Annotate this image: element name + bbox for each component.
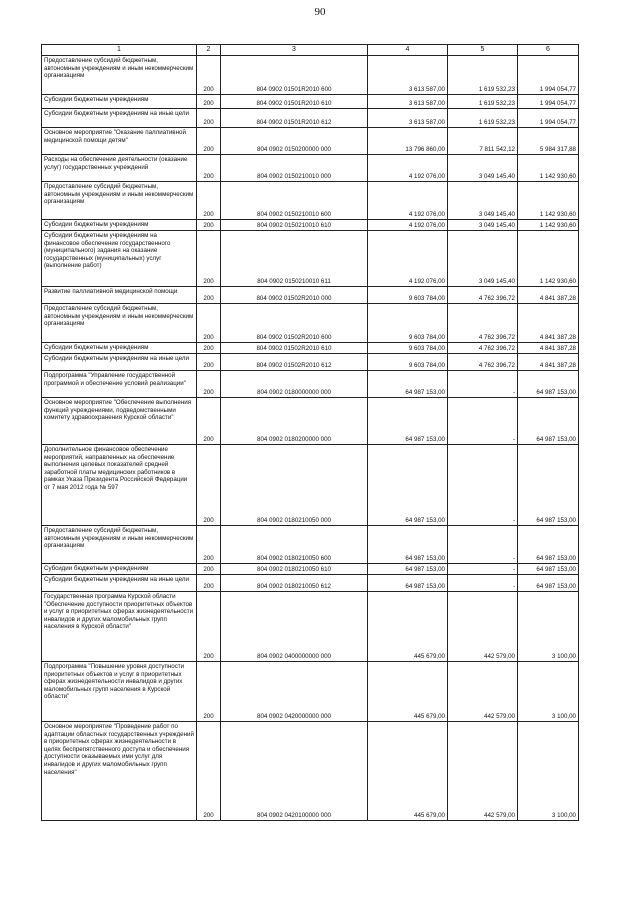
row-value-6: 1 142 930,60	[518, 220, 579, 231]
row-value-5: 3 049 145,40	[448, 220, 518, 231]
row-col2: 200	[197, 220, 221, 231]
row-value-4: 445 679,00	[368, 662, 448, 722]
row-code: 804 0902 0180210050 612	[221, 575, 368, 592]
row-col2: 200	[197, 304, 221, 343]
row-value-5: -	[448, 371, 518, 398]
table-row	[42, 56, 579, 95]
table-row	[42, 220, 579, 231]
row-value-5: 4 762 396,72	[448, 304, 518, 343]
row-value-5: 442 579,00	[448, 662, 518, 722]
table-row	[42, 371, 579, 398]
row-name: Расходы на обеспечение деятельности (оказание услуг) государственных учреждений	[42, 155, 197, 182]
row-col2: 200	[197, 662, 221, 722]
header-col-4: 4	[368, 45, 448, 56]
row-value-4: 13 796 860,00	[368, 128, 448, 155]
header-row	[42, 45, 579, 56]
table-row	[42, 155, 579, 182]
table-row	[42, 564, 579, 575]
row-value-6: 4 841 387,28	[518, 343, 579, 354]
row-name: Подпрограмма "Управление государственной программой и обеспечение условий реализации"	[42, 371, 197, 398]
row-value-6: 3 100,00	[518, 722, 579, 821]
header-col-1: 1	[42, 45, 197, 56]
row-value-4: 9 603 784,00	[368, 354, 448, 371]
row-col2: 200	[197, 95, 221, 109]
row-col2: 200	[197, 371, 221, 398]
row-value-4: 9 603 784,00	[368, 343, 448, 354]
row-value-5: 3 049 145,40	[448, 155, 518, 182]
row-value-6: 4 841 387,28	[518, 304, 579, 343]
row-value-4: 4 192 076,00	[368, 220, 448, 231]
row-name: Предоставление субсидий бюджетным, автономным учреждениям и иным некоммерческим организациям	[42, 526, 197, 564]
row-value-6: 64 987 153,00	[518, 445, 579, 526]
row-col2: 200	[197, 398, 221, 445]
row-value-5: 1 619 532,23	[448, 109, 518, 128]
row-code: 804 0902 01502R2010 612	[221, 354, 368, 371]
row-name: Субсидии бюджетным учреждениям на финансовое обеспечение государственного (муниципального) задания на оказание государственных (муниципальных) услуг (выполнение работ)	[42, 231, 197, 287]
row-value-4: 64 987 153,00	[368, 398, 448, 445]
row-col2: 200	[197, 445, 221, 526]
row-value-6: 64 987 153,00	[518, 526, 579, 564]
header-col-2: 2	[197, 45, 221, 56]
row-name: Предоставление субсидий бюджетным, автономным учреждениям и иным некоммерческим организациям	[42, 304, 197, 343]
row-name: Развитие паллиативной медицинской помощи	[42, 287, 197, 304]
table-row	[42, 445, 579, 526]
row-col2: 200	[197, 182, 221, 220]
table-row	[42, 575, 579, 592]
table-row	[42, 304, 579, 343]
row-code: 804 0902 01501R2010 610	[221, 95, 368, 109]
row-value-4: 64 987 153,00	[368, 526, 448, 564]
row-value-6: 3 100,00	[518, 592, 579, 662]
table-row	[42, 722, 579, 821]
row-value-4: 4 192 076,00	[368, 182, 448, 220]
table-row	[42, 592, 579, 662]
row-value-6: 64 987 153,00	[518, 371, 579, 398]
header-col-5: 5	[448, 45, 518, 56]
row-value-4: 64 987 153,00	[368, 575, 448, 592]
row-code: 804 0902 0150210010 611	[221, 231, 368, 287]
row-value-4: 64 987 153,00	[368, 445, 448, 526]
row-name: Основное мероприятие "Оказание паллиативной медицинской помощи детям"	[42, 128, 197, 155]
row-name: Дополнительное финансовое обеспечение мероприятий, направленных на обеспечение выполнения целевых показателей средней заработной платы медицинских работников в рамках Указа Президента Российской Федерации от 7 мая 2012 года № 597	[42, 445, 197, 526]
row-col2: 200	[197, 231, 221, 287]
row-code: 804 0902 0150210010 610	[221, 220, 368, 231]
row-code: 804 0902 01502R2010 610	[221, 343, 368, 354]
row-code: 804 0902 0420100000 000	[221, 722, 368, 821]
row-code: 804 0902 0150210010 600	[221, 182, 368, 220]
row-name: Основное мероприятие "Обеспечение выполнения функций учреждениями, подведомственными комитету здравоохранения Курской области"	[42, 398, 197, 445]
row-code: 804 0902 01501R2010 612	[221, 109, 368, 128]
row-col2: 200	[197, 592, 221, 662]
row-col2: 200	[197, 109, 221, 128]
row-code: 804 0902 01502R2010 600	[221, 304, 368, 343]
row-value-6: 64 987 153,00	[518, 575, 579, 592]
row-value-4: 9 603 784,00	[368, 304, 448, 343]
row-name: Субсидии бюджетным учреждениям	[42, 564, 197, 575]
row-code: 804 0902 01501R2010 600	[221, 56, 368, 95]
row-value-4: 3 613 587,00	[368, 95, 448, 109]
row-col2: 200	[197, 155, 221, 182]
row-col2: 200	[197, 354, 221, 371]
table-row	[42, 398, 579, 445]
table-row	[42, 287, 579, 304]
row-col2: 200	[197, 287, 221, 304]
row-code: 804 0902 0180210050 000	[221, 445, 368, 526]
table-row	[42, 128, 579, 155]
row-value-6: 1 994 054,77	[518, 95, 579, 109]
row-value-4: 3 613 587,00	[368, 109, 448, 128]
row-value-4: 3 613 587,00	[368, 56, 448, 95]
row-value-5: 1 619 532,23	[448, 95, 518, 109]
budget-table	[41, 44, 579, 821]
table-row	[42, 95, 579, 109]
row-value-5: -	[448, 398, 518, 445]
row-value-5: 442 579,00	[448, 722, 518, 821]
row-name: Субсидии бюджетным учреждениям на иные цели	[42, 354, 197, 371]
row-col2: 200	[197, 526, 221, 564]
row-code: 804 0902 0400000000 000	[221, 592, 368, 662]
row-value-4: 445 679,00	[368, 722, 448, 821]
row-code: 804 0902 0180000000 000	[221, 371, 368, 398]
row-value-5: 3 049 145,40	[448, 182, 518, 220]
row-code: 804 0902 0420000000 000	[221, 662, 368, 722]
row-code: 804 0902 0180200000 000	[221, 398, 368, 445]
row-value-5: -	[448, 575, 518, 592]
row-col2: 200	[197, 575, 221, 592]
row-value-4: 9 603 784,00	[368, 287, 448, 304]
row-name: Предоставление субсидий бюджетным, автономным учреждениям и иным некоммерческим организациям	[42, 56, 197, 95]
row-name: Субсидии бюджетным учреждениям на иные цели	[42, 109, 197, 128]
row-value-5: 3 049 145,40	[448, 231, 518, 287]
row-code: 804 0902 01502R2010 000	[221, 287, 368, 304]
row-col2: 200	[197, 722, 221, 821]
row-name: Субсидии бюджетным учреждениям	[42, 343, 197, 354]
row-name: Государственная программа Курской области "Обеспечение доступности приоритетных объектов и услуг в приоритетных сферах жизнедеятельности инвалидов и других маломобильных групп населения в Курской области"	[42, 592, 197, 662]
table-row	[42, 343, 579, 354]
row-name: Предоставление субсидий бюджетным, автономным учреждениям и иным некоммерческим организациям	[42, 182, 197, 220]
row-col2: 200	[197, 343, 221, 354]
row-value-4: 4 192 076,00	[368, 231, 448, 287]
row-value-5: 1 619 532,23	[448, 56, 518, 95]
row-value-6: 1 142 930,60	[518, 231, 579, 287]
table-row	[42, 109, 579, 128]
row-value-5: -	[448, 564, 518, 575]
row-value-5: 7 811 542,12	[448, 128, 518, 155]
row-value-6: 1 142 930,60	[518, 182, 579, 220]
row-value-5: 4 762 396,72	[448, 354, 518, 371]
row-code: 804 0902 0180210050 600	[221, 526, 368, 564]
row-code: 804 0902 0150200000 000	[221, 128, 368, 155]
row-value-5: -	[448, 526, 518, 564]
row-code: 804 0902 0150210010 000	[221, 155, 368, 182]
header-col-6: 6	[518, 45, 579, 56]
row-value-6: 3 100,00	[518, 662, 579, 722]
row-name: Основное мероприятие "Проведение работ по адаптации областных государственных учреждений в приоритетных сферах жизнедеятельности в целях беспрепятственного доступа и обеспечения доступности оказываемых ими услуг для инвалидов и других маломобильных групп населения"	[42, 722, 197, 821]
row-name: Подпрограмма "Повышение уровня доступности приоритетных объектов и услуг в приоритетных сферах жизнедеятельности инвалидов и других маломобильных групп населения в Курской области"	[42, 662, 197, 722]
row-value-5: 4 762 396,72	[448, 287, 518, 304]
row-col2: 200	[197, 56, 221, 95]
page-number: 90	[314, 6, 326, 18]
table-row	[42, 354, 579, 371]
row-value-6: 64 987 153,00	[518, 564, 579, 575]
row-col2: 200	[197, 564, 221, 575]
table-row	[42, 231, 579, 287]
row-value-4: 4 192 076,00	[368, 155, 448, 182]
row-value-5: -	[448, 445, 518, 526]
row-name: Субсидии бюджетным учреждениям на иные цели	[42, 575, 197, 592]
header-col-3: 3	[221, 45, 368, 56]
row-value-4: 64 987 153,00	[368, 564, 448, 575]
table-row	[42, 662, 579, 722]
row-name: Субсидии бюджетным учреждениям	[42, 220, 197, 231]
row-value-6: 1 994 054,77	[518, 56, 579, 95]
row-value-5: 442 579,00	[448, 592, 518, 662]
row-value-6: 4 841 387,28	[518, 354, 579, 371]
row-value-4: 64 987 153,00	[368, 371, 448, 398]
table-row	[42, 526, 579, 564]
row-value-6: 1 994 054,77	[518, 109, 579, 128]
row-col2: 200	[197, 128, 221, 155]
row-code: 804 0902 0180210050 610	[221, 564, 368, 575]
row-value-6: 5 984 317,88	[518, 128, 579, 155]
row-value-6: 1 142 930,60	[518, 155, 579, 182]
table-row	[42, 182, 579, 220]
row-value-6: 64 987 153,00	[518, 398, 579, 445]
row-value-5: 4 762 396,72	[448, 343, 518, 354]
row-value-4: 445 679,00	[368, 592, 448, 662]
row-value-6: 4 841 387,28	[518, 287, 579, 304]
row-name: Субсидии бюджетным учреждениям	[42, 95, 197, 109]
